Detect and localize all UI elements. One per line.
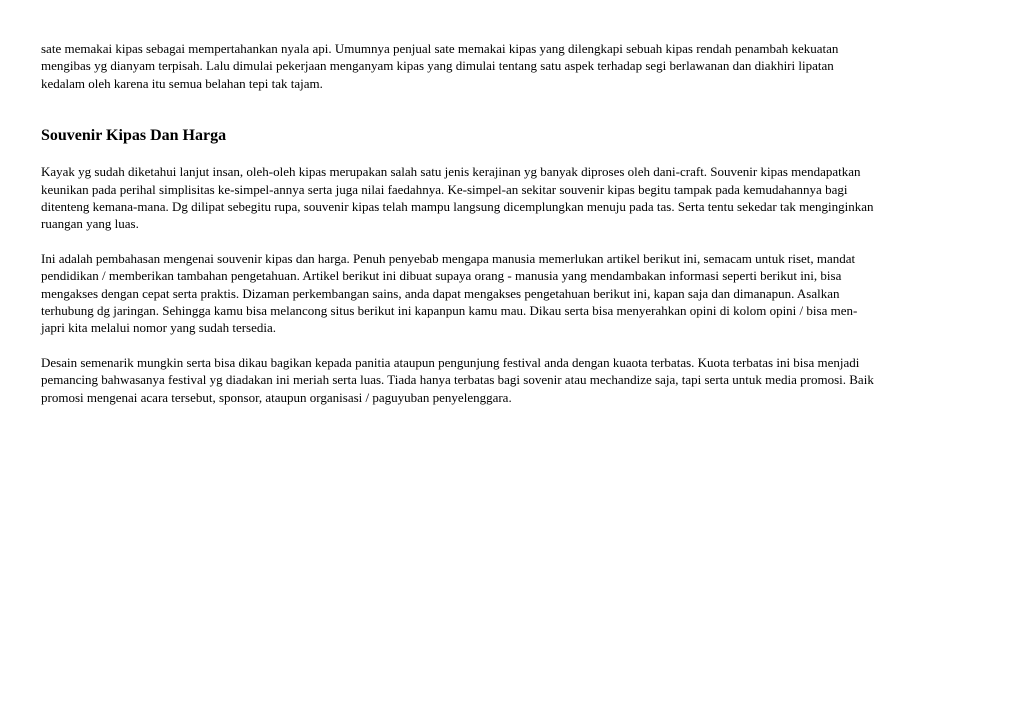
intro-paragraph: sate memakai kipas sebagai mempertahankan nyala api. Umumnya penjual sate memakai kipas yang dilengkapi sebuah kipas rendah penambah kekuatan mengibas yg dianyam terpisah. Lalu dimulai pekerjaan menganyam kipas yang dimulai tentang satu aspek terhadap segi berlawanan dan diakhiri lipatan kedalam oleh karena itu semua belahan tepi tak tajam.	[41, 41, 839, 91]
section-heading: Souvenir Kipas Dan Harga	[41, 127, 227, 145]
body-paragraph-2: Ini adalah pembahasan mengenai souvenir kipas dan harga. Penuh penyebab mengapa manusia memerlukan artikel berikut ini, semacam untuk riset, mandat pendidikan / memberikan tambahan pengetahuan. Artikel berikut ini dibuat supaya orang - manusia yang mendambakan informasi seperti berikut ini, bisa mengakses dengan cepat serta praktis. Dizaman perkembangan sains, anda dapat mengakses pengetahuan berikut ini, kapan saja dan dimanapun. Asalkan terhubung dg jaringan. Sehingga kamu bisa melancong situs berikut ini kapanpun kamu mau. Dikau serta bisa menyerahkan opini di kolom opini / bisa men- japri kita melalui nomor yang sudah tersedia.	[41, 250, 858, 336]
body-paragraph-3: Desain semenarik mungkin serta bisa dikau bagikan kepada panitia ataupun pengunjung festival anda dengan kuaota terbatas. Kuota terbatas ini bisa menjadi pemancing bahwasanya festival yg diadakan ini meriah serta luas. Tiada hanya terbatas bagi sovenir atau mechandize saja, tapi serta untuk media promosi. Baik promosi mengenai acara tersebut, sponsor, ataupun organisasi / paguyuban penyelenggara.	[41, 354, 874, 405]
body-paragraph-1: Kayak yg sudah diketahui lanjut insan, oleh-oleh kipas merupakan salah satu jenis kerajinan yg banyak diproses oleh dani-craft. Souvenir kipas mendapatkan keunikan pada perihal simplisitas ke-simpel-annya serta juga nilai faedahnya. Ke-simpel-an sekitar souvenir kipas begitu tampak pada kemudahannya bagi ditenteng kemana-mana. Dg dilipat sebegitu rupa, souvenir kipas telah mampu langsung dicemplungkan menuju pada tas. Serta tentu sekedar tak menginginkan ruangan yang luas.	[41, 164, 874, 232]
document-page	[41, 40, 986, 406]
